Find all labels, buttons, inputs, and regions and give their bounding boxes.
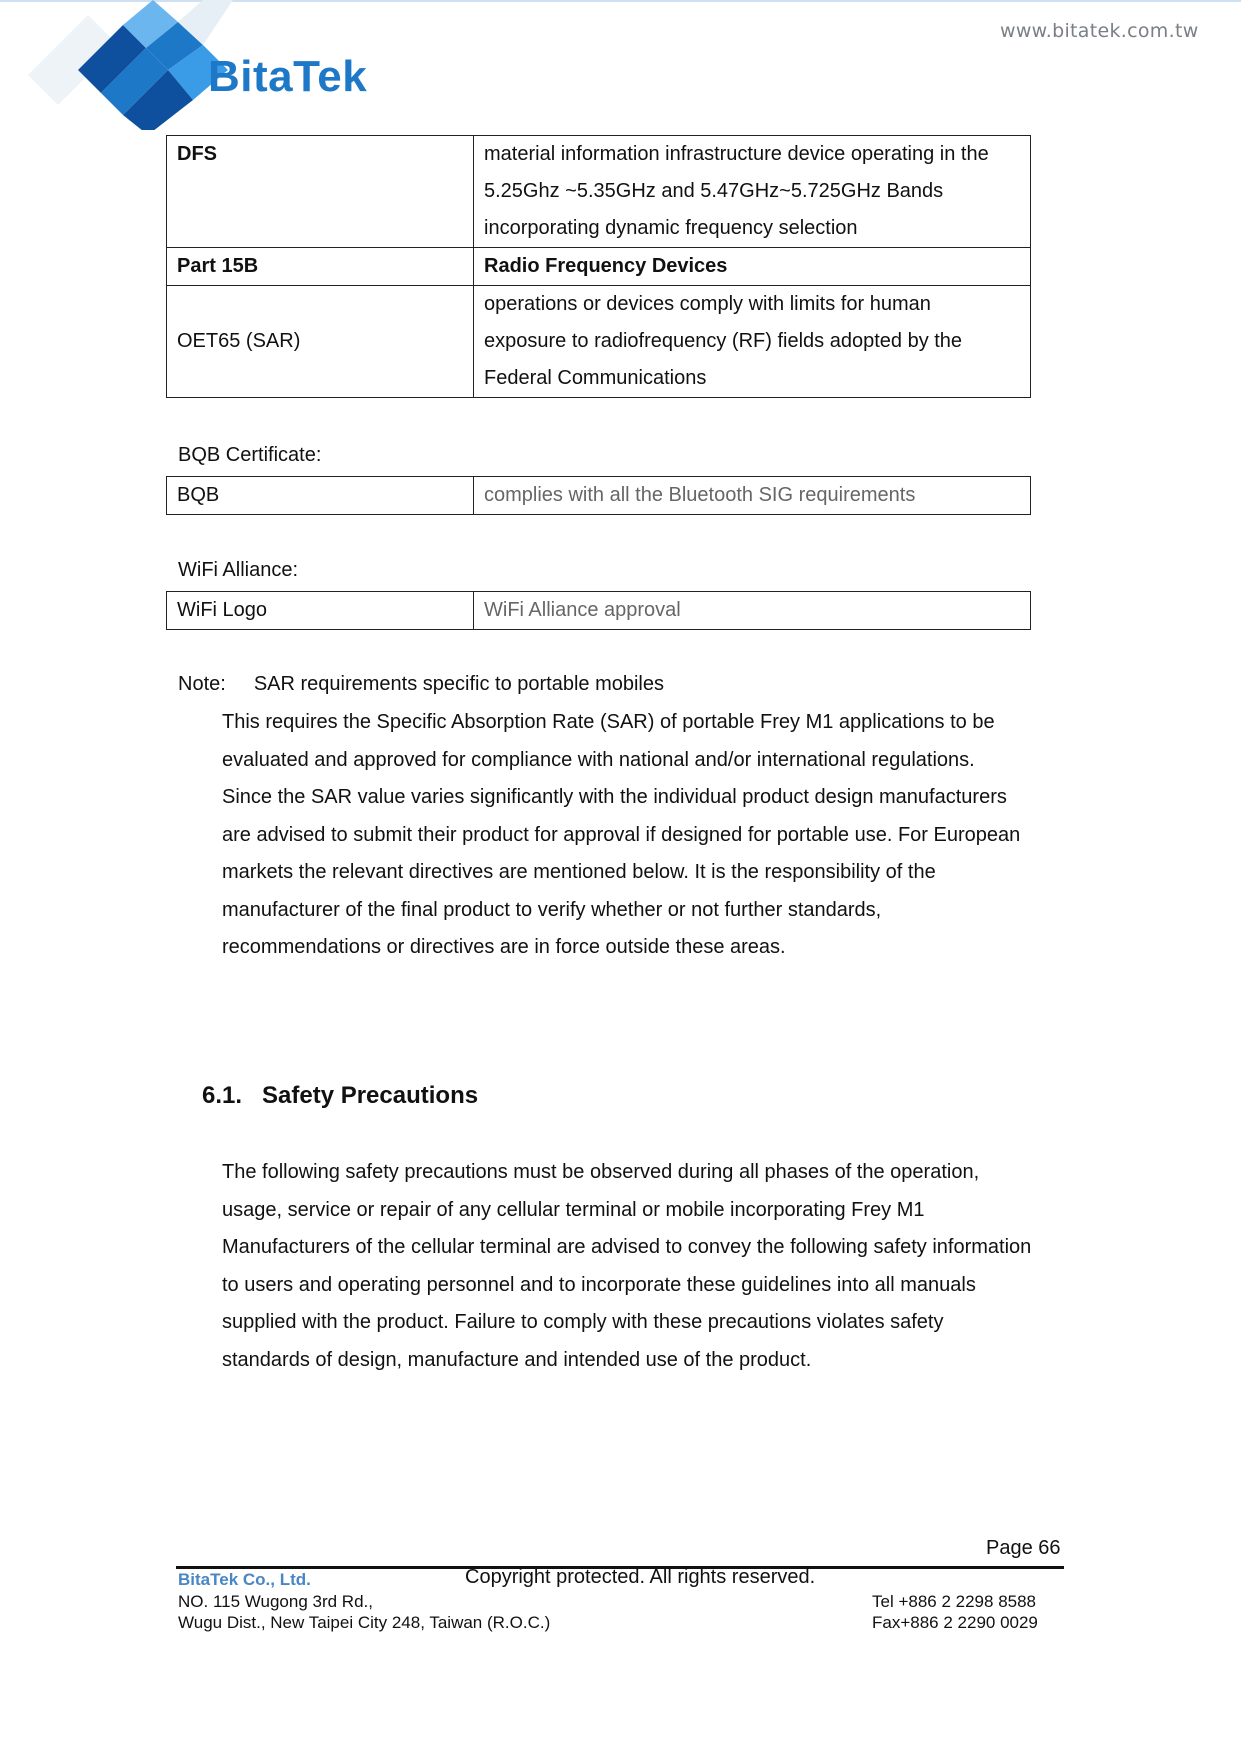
paragraph-line: The following safety precautions must be observed during all phases of the operation, bbox=[222, 1161, 980, 1183]
footer-address-line1: NO. 115 Wugong 3rd Rd., bbox=[178, 1592, 373, 1611]
bqb-heading: BQB Certificate: bbox=[178, 444, 322, 466]
row-description bbox=[474, 286, 1031, 398]
description-line: operations or devices comply with limits for human bbox=[484, 293, 931, 315]
description-line: material information infrastructure device operating in the bbox=[484, 143, 989, 165]
row-name: OET65 (SAR) bbox=[167, 286, 474, 398]
row-name: DFS bbox=[167, 136, 474, 248]
paragraph-line: supplied with the product. Failure to comply with these precautions violates safety bbox=[222, 1311, 944, 1333]
footer-copyright: Copyright protected. All rights reserved. bbox=[465, 1566, 816, 1588]
row-description: Radio Frequency Devices bbox=[474, 248, 1031, 286]
description-line: 5.25Ghz ~5.35GHz and 5.47GHz~5.725GHz Bands bbox=[484, 180, 944, 202]
note-title: SAR requirements specific to portable mobiles bbox=[253, 673, 664, 695]
table-row bbox=[167, 136, 1031, 248]
row-description bbox=[474, 136, 1031, 248]
paragraph-line: evaluated and approved for compliance with national and/or international regulations. bbox=[222, 748, 975, 771]
wifi-table bbox=[166, 591, 1031, 630]
table-row bbox=[167, 286, 1031, 398]
fcc-standards-table bbox=[166, 135, 1031, 398]
footer-address-line2: Wugu Dist., New Taipei City 248, Taiwan (R.O.C.) bbox=[178, 1613, 551, 1632]
paragraph-line: Since the SAR value varies significantly with the individual product design manufacturers bbox=[222, 786, 1007, 808]
safety-paragraph bbox=[222, 1154, 1082, 1379]
paragraph-line: standards of design, manufacture and intended use of the product. bbox=[222, 1348, 812, 1371]
table-row bbox=[167, 477, 1031, 515]
paragraph-line: are advised to submit their product for approval if designed for portable use. For European bbox=[222, 823, 1021, 846]
page-number: Page 66 bbox=[986, 1537, 1061, 1559]
description-line: exposure to radiofrequency (RF) fields adopted by the bbox=[484, 330, 963, 352]
paragraph-line: recommendations or directives are in force outside these areas. bbox=[222, 936, 786, 958]
logo-text: BitaTek bbox=[208, 52, 368, 101]
table-row bbox=[167, 592, 1031, 630]
paragraph-line: Manufacturers of the cellular terminal are advised to convey the following safety information bbox=[222, 1236, 1032, 1258]
footer-fax: Fax+886 2 2290 0029 bbox=[872, 1613, 1038, 1632]
section-heading bbox=[202, 1082, 478, 1110]
footer-company: BitaTek Co., Ltd. bbox=[178, 1570, 311, 1589]
description-line: incorporating dynamic frequency selection bbox=[484, 217, 858, 239]
paragraph-line: usage, service or repair of any cellular terminal or mobile incorporating Frey M1 bbox=[222, 1198, 925, 1221]
website-url: www.bitatek.com.tw bbox=[1000, 20, 1199, 42]
note-paragraph bbox=[222, 704, 1082, 967]
row-name: Part 15B bbox=[167, 248, 474, 286]
row-description: complies with all the Bluetooth SIG requirements bbox=[474, 477, 1031, 515]
note-label: Note: bbox=[178, 673, 226, 695]
row-name: BQB bbox=[167, 477, 474, 515]
footer-tel: Tel +886 2 2298 8588 bbox=[872, 1592, 1037, 1611]
table-row bbox=[167, 248, 1031, 286]
paragraph-line: manufacturer of the final product to verify whether or not further standards, bbox=[222, 898, 882, 921]
description-line: Federal Communications bbox=[484, 367, 707, 389]
paragraph-line: This requires the Specific Absorption Rate (SAR) of portable Frey M1 applications to be bbox=[222, 711, 995, 733]
row-name: WiFi Logo bbox=[167, 592, 474, 630]
paragraph-line: to users and operating personnel and to incorporate these guidelines into all manuals bbox=[222, 1273, 976, 1296]
bqb-table bbox=[166, 476, 1031, 515]
paragraph-line: markets the relevant directives are mentioned below. It is the responsibility of the bbox=[222, 861, 936, 883]
note-heading bbox=[178, 673, 664, 696]
row-description: WiFi Alliance approval bbox=[474, 592, 1031, 630]
section-title: Safety Precautions bbox=[262, 1082, 479, 1109]
wifi-heading: WiFi Alliance: bbox=[178, 559, 299, 581]
section-number: 6.1. bbox=[202, 1082, 243, 1109]
